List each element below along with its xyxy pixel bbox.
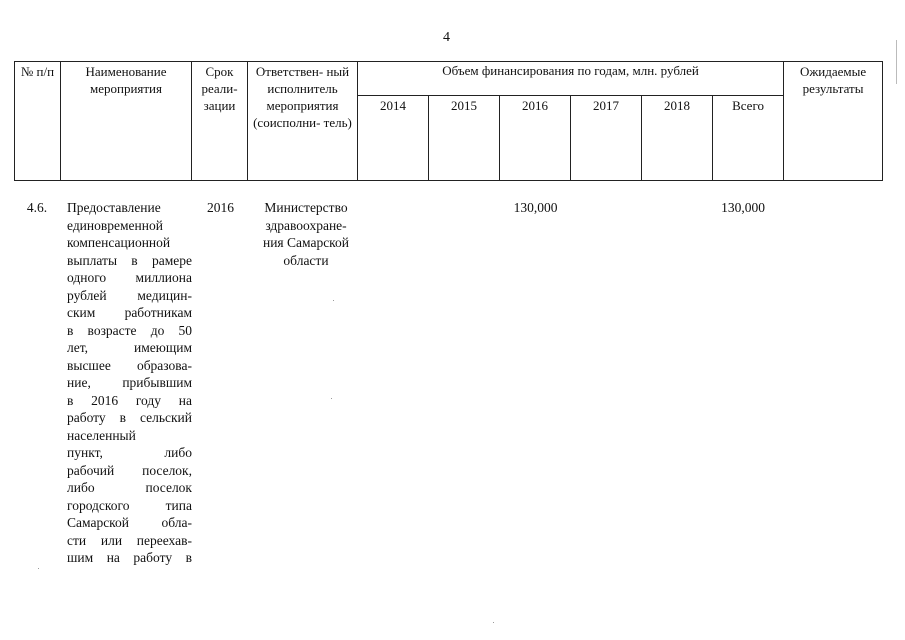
scan-speck — [493, 622, 494, 623]
header-year-2018: 2018 — [642, 96, 713, 181]
header-year-2017: 2017 — [571, 96, 642, 181]
row-name-line: ние, прибывшим — [67, 375, 192, 390]
header-year-2016: 2016 — [500, 96, 571, 181]
row-executor-line: здравоохране- — [265, 217, 347, 233]
row-name-line: сти или переехав- — [67, 532, 192, 548]
scan-speck — [38, 568, 39, 569]
row-executor-line: ния Самарской — [262, 235, 350, 250]
row-name-line: выплаты в рамере — [67, 252, 192, 268]
header-year-2014: 2014 — [358, 96, 429, 181]
row-name-line: в возрасте до 50 — [67, 322, 192, 338]
scan-speck — [333, 300, 334, 301]
row-value-2016: 130,000 — [513, 200, 558, 215]
table-header — [14, 61, 883, 181]
row-name-line: Предоставление — [67, 200, 161, 215]
header-year-2015: 2015 — [429, 96, 500, 181]
row-name-line: в 2016 году на — [67, 392, 192, 408]
row-name-line: либо поселок — [67, 480, 192, 495]
header-results: Ожидаемые результаты — [784, 62, 883, 181]
row-name-line: рублей медицин- — [67, 287, 192, 303]
header-name: Наименование мероприятия — [61, 62, 192, 181]
header-executor: Ответствен- ный исполнитель мероприятия (соисполни- тель) — [248, 62, 358, 181]
row-name — [67, 199, 192, 567]
scan-speck — [331, 398, 332, 399]
row-name-line: пункт, либо — [67, 445, 192, 460]
row-term: 2016 — [207, 200, 234, 215]
row-name-line: работу в сельский — [67, 410, 192, 425]
header-financing: Объем финансирования по годам, млн. рублей — [358, 62, 784, 96]
row-name-line: высшее образова- — [67, 357, 192, 373]
row-executor-line: Министерство — [264, 200, 348, 215]
row-name-line: Самарской обла- — [67, 515, 192, 530]
row-executor-line: области — [283, 252, 329, 268]
scan-edge-mark — [896, 40, 897, 84]
row-name-line: населенный — [67, 427, 136, 443]
row-name-line: лет, имеющим — [67, 340, 192, 355]
row-name-line: шим на работу в — [67, 550, 192, 565]
row-name-line: компенсационной — [67, 235, 171, 250]
row-value-total: 130,000 — [721, 200, 765, 215]
header-no: № п/п — [15, 62, 61, 181]
row-name-line: рабочий поселок, — [67, 462, 192, 478]
page-number: 4 — [443, 30, 450, 45]
row-name-line: единовременной — [67, 217, 163, 233]
row-executor — [251, 199, 361, 269]
header-total: Всего — [713, 96, 784, 181]
row-name-line: городского типа — [67, 497, 192, 513]
row-name-line: одного миллиона — [67, 270, 192, 285]
header-term: Срок реали- зации — [192, 62, 248, 181]
row-number: 4.6. — [26, 200, 48, 215]
row-name-line: ским работникам — [67, 305, 192, 320]
